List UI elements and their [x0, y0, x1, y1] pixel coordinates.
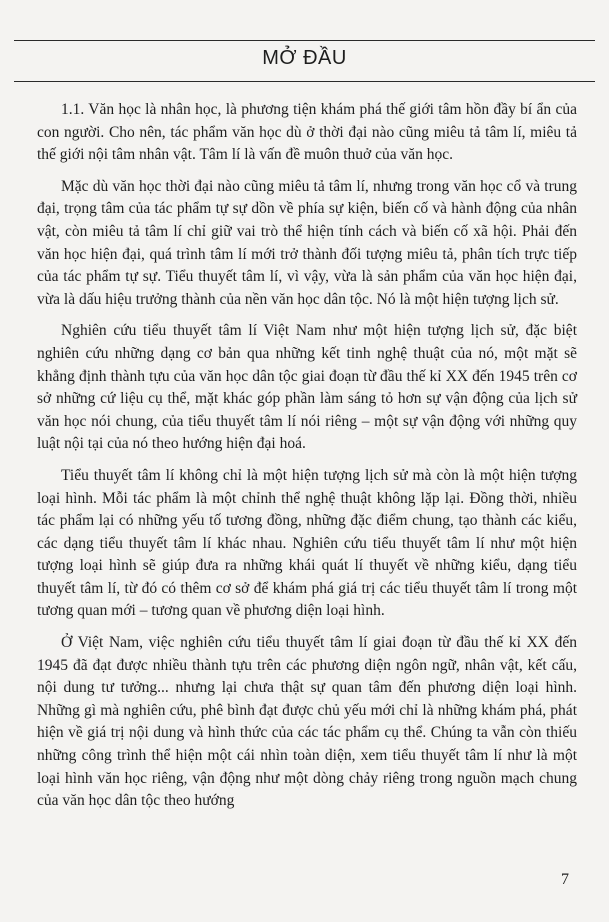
paragraph-3: Nghiên cứu tiểu thuyết tâm lí Việt Nam như một hiện tượng lịch sử, đặc biệt nghiên cứu những dạng cơ bản qua những kết tinh nghệ thuật của nó, một mặt sẽ khẳng định thành tựu của văn học dân tộc giai đoạn từ đầu thế kỉ XX đến 1945 trên cơ sở những cứ liệu cụ thể, mặt khác góp phần làm sáng tỏ hơn sự vận động của lịch sử văn học nói chung, của tiểu thuyết tâm lí nói riêng – một sự vận động với những quy luật nội tại của nó theo hướng hiện đại hoá.: [37, 322, 577, 453]
paragraph-2: Mặc dù văn học thời đại nào cũng miêu tả tâm lí, nhưng trong văn học cổ và trung đại, trọng tâm của tác phẩm tự sự dồn về phía sự kiện, biến cố và hành động của nhân vật, còn miêu tả tâm lí chỉ giữ vai trò thể hiện tính cách và biến cố xã hội. Phải đến văn học hiện đại, quá trình tâm lí mới trở thành đối tượng miêu tả, phân tích trực tiếp của tác phẩm tự sự. Tiểu thuyết tâm lí, vì vậy, vừa là sản phẩm của văn học hiện đại, vừa là dấu hiệu trưởng thành của nền văn học dân tộc. Nó là một hiện tượng lịch sử.: [37, 177, 577, 308]
header-rule-top: [14, 40, 595, 41]
chapter-title: MỞ ĐẦU: [262, 47, 347, 69]
header-rule-bottom: [14, 81, 595, 82]
paragraph-4: Tiểu thuyết tâm lí không chỉ là một hiện tượng lịch sử mà còn là một hiện tượng loại hình. Mỗi tác phẩm là một chỉnh thể nghệ thuật không lặp lại. Đồng thời, nhiều tác phẩm lại có những yếu tố tương đồng, những đặc điểm chung, tạo thành các kiểu, các dạng tiểu thuyết tâm lí khác nhau. Nghiên cứu tiểu thuyết tâm lí như một hiện tượng loại hình sẽ giúp đưa ra những khái quát lí thuyết về những kiểu, dạng tiểu thuyết tâm lí, từ đó có thêm cơ sở để khám phá giá trị các tiểu thuyết tâm lí trong một tương quan mới – tương quan về phương diện loại hình.: [37, 466, 577, 620]
paragraph-5: Ở Việt Nam, việc nghiên cứu tiểu thuyết tâm lí giai đoạn từ đầu thế kỉ XX đến 1945 đã đạt được nhiều thành tựu trên các phương diện ngôn ngữ, nhân vật, kết cấu, nội dung tư tưởng... nhưng lại chưa thật sự quan tâm đến phương diện loại hình. Những gì mà nghiên cứu, phê bình đạt được chủ yếu mới chỉ là những khám phá, phát hiện về giá trị nội dung và hình thức của các tác phẩm cụ thể. Chúng ta vẫn còn thiếu những công trình thể hiện một cái nhìn toàn diện, xem tiểu thuyết tâm lí như là một loại hình văn học riêng, vận động như một dòng chảy riêng trong nguồn mạch chung của văn học dân tộc theo hướng: [37, 634, 577, 810]
page-number: 7: [561, 871, 569, 888]
body-text: [37, 99, 577, 813]
paragraph-1: 1.1. Văn học là nhân học, là phương tiện khám phá thế giới tâm hồn đầy bí ẩn của con người. Cho nên, tác phẩm văn học dù ở thời đại nào cũng miêu tả tâm lí, miêu tả thế giới nội tâm nhân vật. Tâm lí là vấn đề muôn thuở của văn học.: [37, 101, 577, 164]
